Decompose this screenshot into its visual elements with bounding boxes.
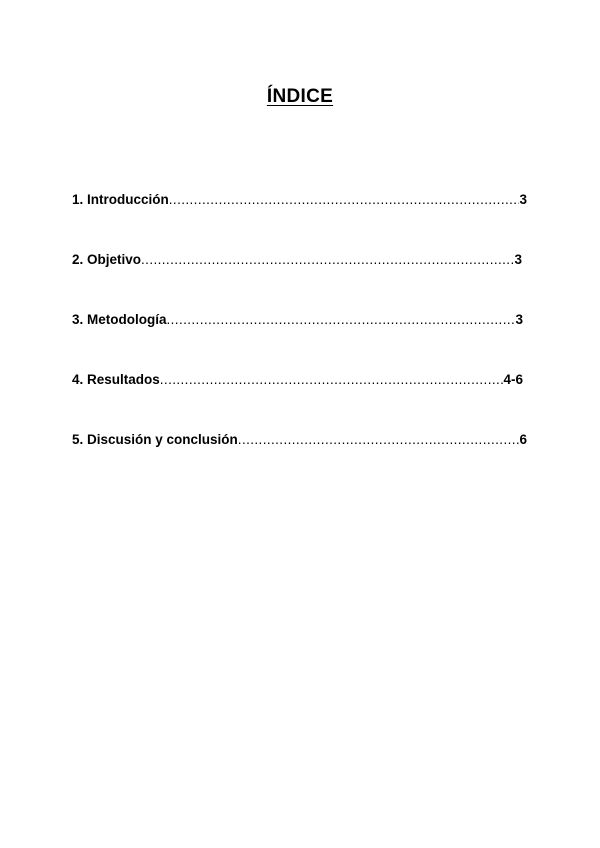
toc-leader-dots (167, 310, 516, 330)
toc-leader-dots (169, 190, 520, 210)
toc-entry-page: 6 (519, 432, 527, 447)
toc-leader-dots (238, 430, 520, 450)
index-title: ÍNDICE (266, 86, 334, 107)
toc-entry-discusion (72, 430, 527, 450)
toc-entry-objetivo (72, 250, 522, 270)
toc-entry-label: 4. Resultados (72, 372, 160, 387)
toc-entry-label: 3. Metodología (72, 312, 167, 327)
toc-entry-label: 1. Introducción (72, 192, 169, 207)
toc-entry-resultados (72, 370, 523, 390)
toc-entry-page: 4-6 (503, 372, 523, 387)
toc-leader-dots (141, 250, 514, 270)
toc-entry-label: 2. Objetivo (72, 252, 142, 267)
toc-entry-label: 5. Discusión y conclusión (72, 432, 238, 447)
toc-entry-introduccion (72, 190, 527, 210)
toc-entry-page: 3 (515, 312, 523, 327)
toc-entry-page: 3 (519, 192, 527, 207)
toc-entry-page: 3 (514, 252, 522, 267)
toc-leader-dots (160, 370, 504, 390)
toc-entry-metodologia (72, 310, 523, 330)
